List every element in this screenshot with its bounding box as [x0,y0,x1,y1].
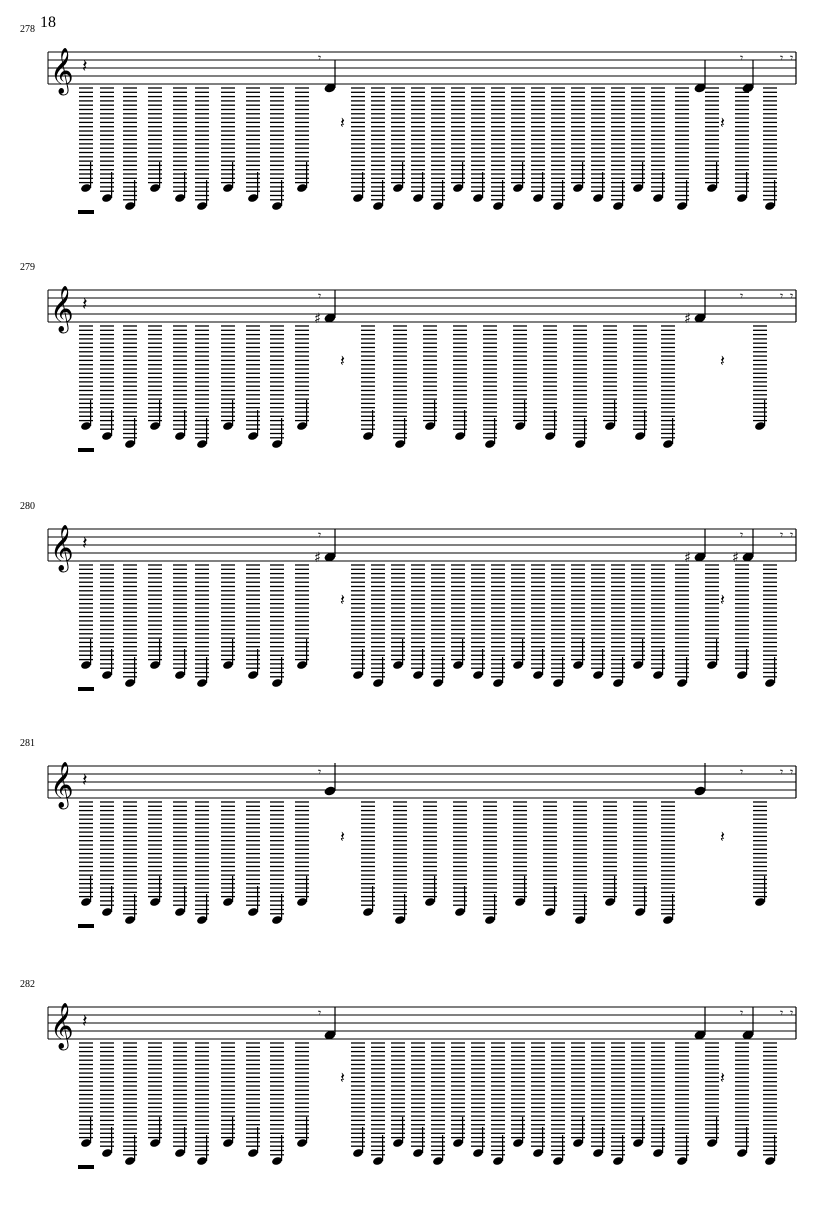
rest: 𝄽 [340,590,345,609]
rest: 𝄾 [740,765,744,779]
rest: 𝄾 [790,765,794,779]
staff-notation [0,278,835,498]
staff-notation [0,40,835,260]
rest: 𝄽 [82,294,88,315]
rest: 𝄾 [740,528,744,542]
rest: 𝄽 [340,113,345,132]
whole-rest [78,210,94,214]
rest: 𝄽 [82,770,88,791]
treble-clef: 𝄞 [50,286,74,332]
whole-rest [78,687,94,691]
rest: 𝄽 [82,533,88,554]
rest: 𝄽 [340,351,345,370]
rest: 𝄽 [340,1068,345,1087]
rest: 𝄽 [720,827,725,846]
rest: 𝄾 [318,51,322,65]
whole-rest [78,1165,94,1169]
sharp-accidental: ♯ [732,550,739,566]
treble-clef: 𝄞 [50,1003,74,1049]
rest: 𝄽 [340,827,345,846]
rest: 𝄾 [790,51,794,65]
staff-notation [0,517,835,737]
sharp-accidental: ♯ [314,311,321,327]
rest: 𝄽 [720,1068,725,1087]
whole-rest [78,448,94,452]
measure-number: 281 [20,738,35,749]
page-number: 18 [40,14,56,31]
staff-system [0,24,835,260]
sharp-accidental: ♯ [314,550,321,566]
rest: 𝄾 [740,1006,744,1020]
rest: 𝄾 [318,289,322,303]
treble-clef: 𝄞 [50,525,74,571]
staff-notation [0,995,835,1215]
rest: 𝄾 [780,289,784,303]
rest: 𝄽 [82,1011,88,1032]
staff-system [0,738,835,974]
measure-number: 279 [20,262,35,273]
rest: 𝄾 [790,289,794,303]
measure-number: 278 [20,24,35,35]
rest: 𝄾 [740,289,744,303]
rest: 𝄽 [720,351,725,370]
sharp-accidental: ♯ [684,311,691,327]
rest: 𝄾 [318,528,322,542]
rest: 𝄾 [790,528,794,542]
measure-number: 280 [20,501,35,512]
treble-clef: 𝄞 [50,48,74,94]
treble-clef: 𝄞 [50,762,74,808]
rest: 𝄾 [318,1006,322,1020]
rest: 𝄾 [780,528,784,542]
rest: 𝄽 [720,590,725,609]
rest: 𝄽 [82,56,88,77]
staff-system [0,979,835,1215]
sharp-accidental: ♯ [684,550,691,566]
rest: 𝄾 [318,765,322,779]
whole-rest [78,924,94,928]
rest: 𝄾 [780,51,784,65]
staff-system [0,501,835,737]
rest: 𝄾 [780,765,784,779]
staff-notation [0,754,835,974]
rest: 𝄾 [740,51,744,65]
staff-system [0,262,835,498]
measure-number: 282 [20,979,35,990]
rest: 𝄽 [720,113,725,132]
rest: 𝄾 [780,1006,784,1020]
rest: 𝄾 [790,1006,794,1020]
